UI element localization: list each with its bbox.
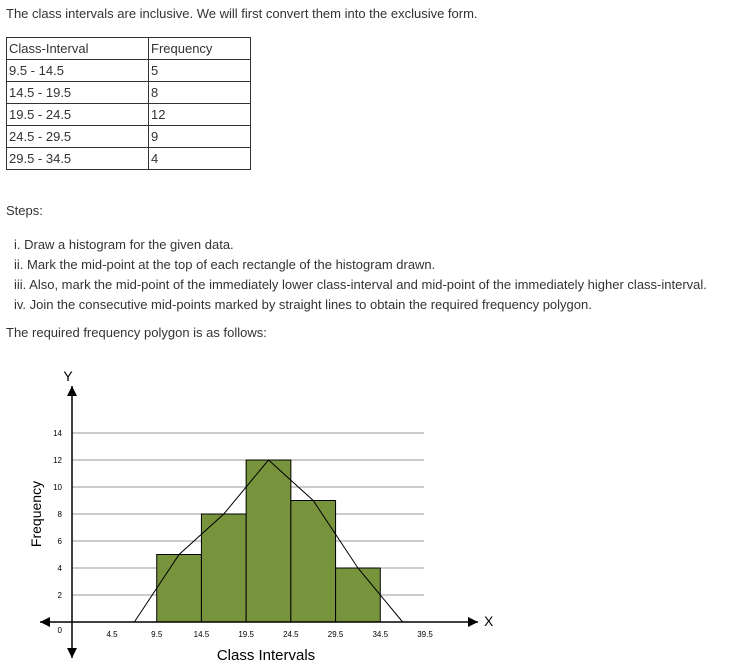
x-tick-label: 4.5 [106,630,118,639]
cell-interval: 9.5 - 14.5 [7,60,149,82]
x-axis-right-arrow-icon [468,617,478,627]
y-tick-label: 4 [57,564,62,573]
x-tick-label: 9.5 [151,630,163,639]
header-class-interval: Class-Interval [7,38,149,60]
steps-list [14,235,707,315]
frequency-polygon-chart [0,360,500,665]
table-row [7,126,251,148]
x-tick-label: 24.5 [283,630,299,639]
x-axis-left-arrow-icon [40,617,50,627]
y-tick-label: 2 [57,591,62,600]
x-tick-label: 29.5 [327,630,344,639]
frequency-table [6,37,251,170]
step-item: ii. Mark the mid-point at the top of each rectangle of the histogram drawn. [14,257,436,272]
cell-interval: 14.5 - 19.5 [7,82,149,104]
cell-frequency: 9 [149,126,251,148]
intro-text: The class intervals are inclusive. We will first convert them into the exclusive form. [6,6,478,21]
cell-interval: 19.5 - 24.5 [7,104,149,126]
step-item: i. Draw a histogram for the given data. [14,237,234,252]
y-tick-label: 10 [53,483,62,492]
cell-frequency: 12 [149,104,251,126]
x-tick-label: 14.5 [193,630,210,639]
header-frequency: Frequency [149,38,251,60]
cell-frequency: 4 [149,148,251,170]
conclusion-text: The required frequency polygon is as follows: [6,325,267,340]
y-tick-labels [53,429,62,635]
histogram-bar [201,514,246,622]
y-axis-down-arrow-icon [67,648,77,658]
x-tick-label: 39.5 [417,630,433,639]
y-axis-up-arrow-icon [67,386,77,396]
y-tick-label: 12 [53,456,62,465]
table-row [7,82,251,104]
steps-title: Steps: [6,203,43,218]
cell-interval: 29.5 - 34.5 [7,148,149,170]
step-item: iii. Also, mark the mid-point of the immediately lower class-interval and mid-point of the immediately higher class-interval. [14,277,707,292]
table-row [7,104,251,126]
cell-frequency: 8 [149,82,251,104]
y-tick-label: 0 [57,626,62,635]
histogram-bar [291,501,336,623]
step-item: iv. Join the consecutive mid-points marked by straight lines to obtain the required frequency polygon. [14,297,592,312]
y-tick-label: 8 [57,510,62,519]
x-axis-label: Class Intervals [216,647,316,664]
histogram-bar [246,460,291,622]
table-row [7,60,251,82]
histogram-bar [336,568,381,622]
cell-frequency: 5 [149,60,251,82]
y-axis-label: Frequency [28,480,44,548]
x-tick-label: 34.5 [372,630,389,639]
x-tick-label: 19.5 [238,630,254,639]
x-axis-letter: X [484,613,494,629]
table-row [7,148,251,170]
histogram-bar [157,555,202,623]
table-header-row [7,38,251,60]
cell-interval: 24.5 - 29.5 [7,126,149,148]
y-tick-label: 6 [57,537,62,546]
y-tick-label: 14 [53,429,62,438]
x-tick-labels [106,630,433,639]
y-axis-letter: Y [63,368,73,384]
